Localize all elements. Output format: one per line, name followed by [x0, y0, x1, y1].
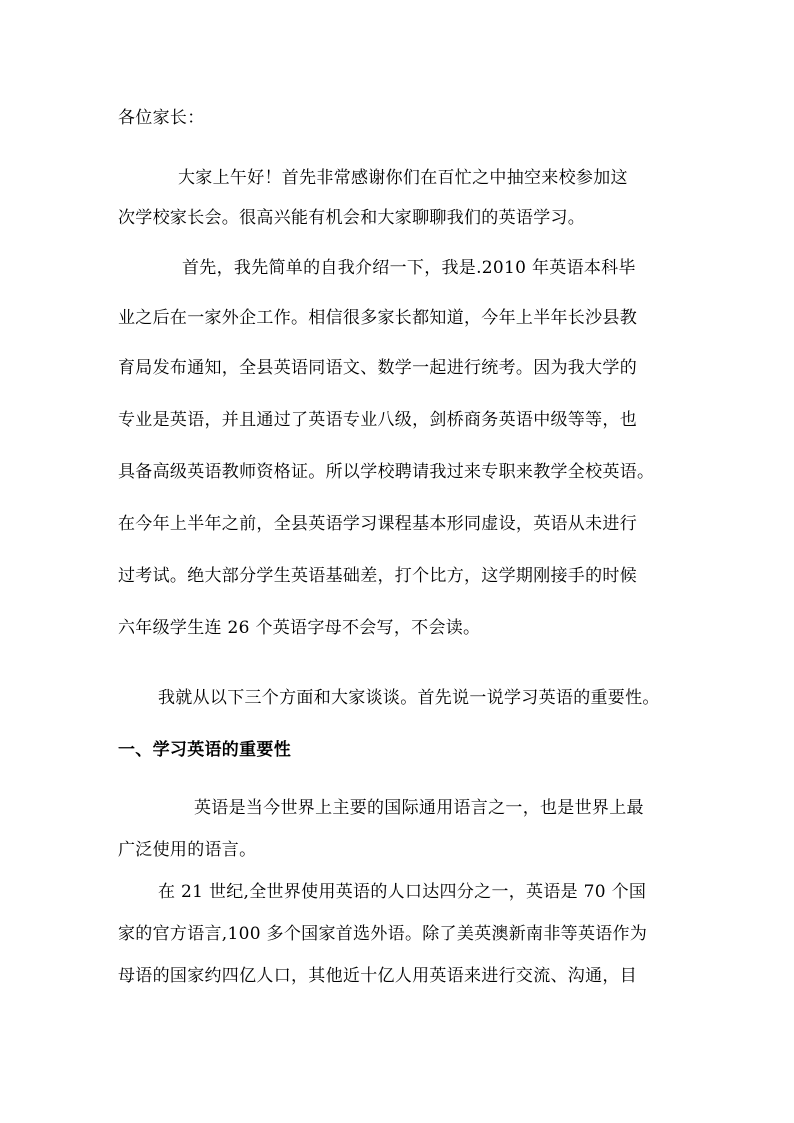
paragraph-1-line-1: 大家上午好！首先非常感谢你们在百忙之中抽空来校参加这: [178, 168, 628, 188]
paragraph-5-line-2: 家的官方语言,100 多个国家首选外语。除了美英澳新南非等英语作为: [118, 924, 648, 944]
paragraph-1-line-2: 次学校家长会。很高兴能有机会和大家聊聊我们的英语学习。: [118, 208, 586, 228]
paragraph-2-line-4: 专业是英语，并且通过了英语专业八级，剑桥商务英语中级等等，也: [118, 410, 637, 430]
paragraph-2-line-7: 过考试。绝大部分学生英语基础差，打个比方，这学期刚接手的时候: [118, 566, 637, 586]
paragraph-2-line-8: 六年级学生连 26 个英语字母不会写，不会读。: [118, 618, 481, 638]
paragraph-4-line-1: 英语是当今世界上主要的国际通用语言之一，也是世界上最: [194, 798, 644, 818]
paragraph-3: 我就从以下三个方面和大家谈谈。首先说一说学习英语的重要性。: [158, 688, 660, 708]
section-heading-1: 一、学习英语的重要性: [118, 740, 291, 760]
paragraph-5-line-1: 在 21 世纪,全世界使用英语的人口达四分之一，英语是 70 个国: [158, 882, 647, 902]
paragraph-2-line-2: 业之后在一家外企工作。相信很多家长都知道，今年上半年长沙县教: [118, 308, 637, 328]
paragraph-2-line-5: 具备高级英语教师资格证。所以学校聘请我过来专职来教学全校英语。: [118, 462, 655, 482]
salutation: 各位家长：: [118, 108, 205, 128]
paragraph-2-line-6: 在今年上半年之前，全县英语学习课程基本形同虚设，英语从未进行: [118, 514, 637, 534]
paragraph-5-line-3: 母语的国家约四亿人口，其他近十亿人用英语来进行交流、沟通，目: [118, 966, 637, 986]
paragraph-4-line-2: 广泛使用的语言。: [118, 840, 257, 860]
paragraph-2-line-1: 首先，我先简单的自我介绍一下，我是.2010 年英语本科毕: [182, 258, 636, 278]
paragraph-2-line-3: 育局发布通知，全县英语同语文、数学一起进行统考。因为我大学的: [118, 358, 637, 378]
